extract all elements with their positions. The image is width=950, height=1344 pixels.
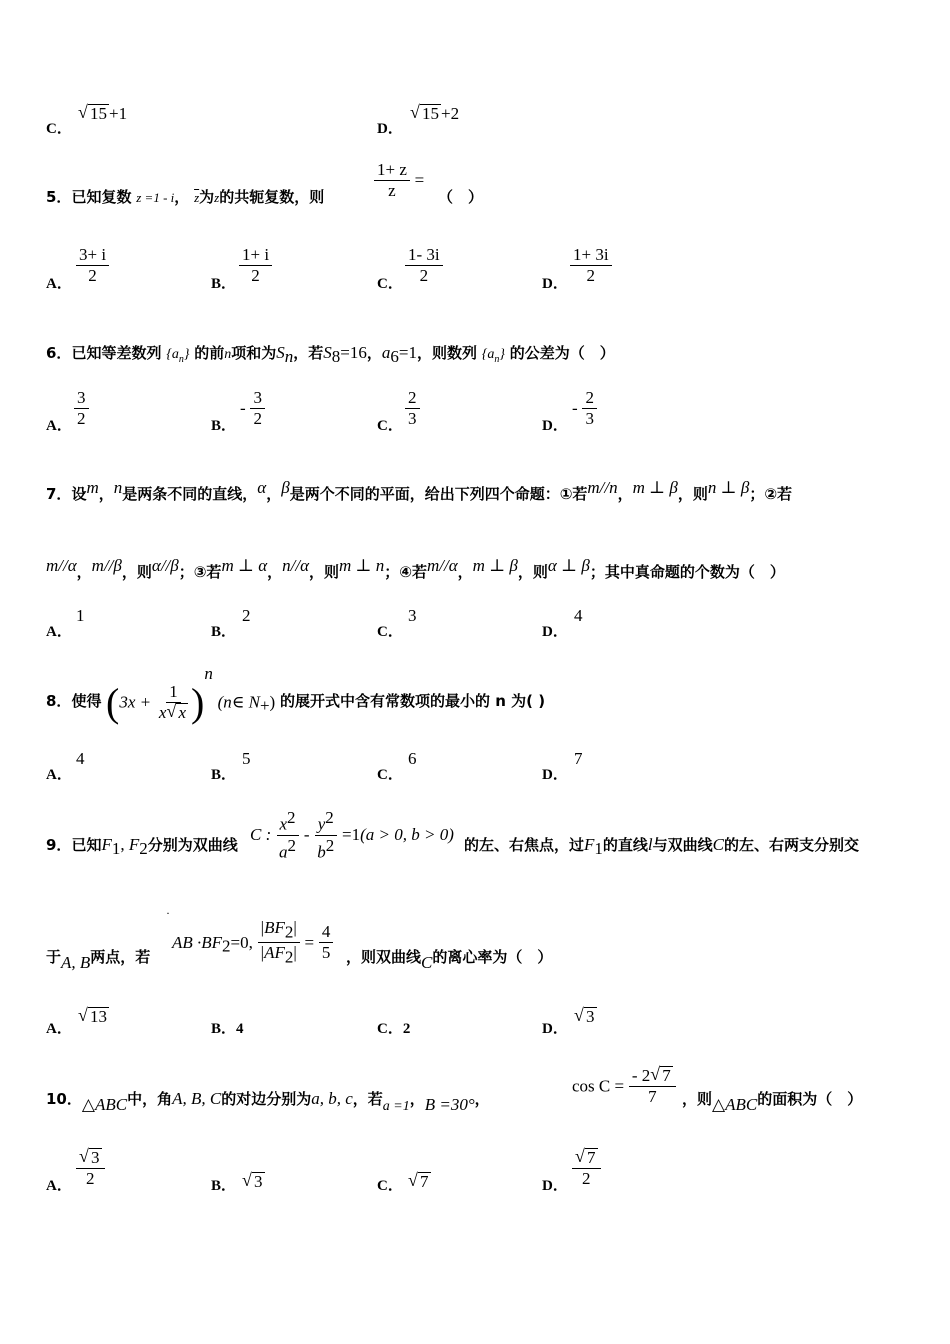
q10-option-c: √ 7 bbox=[408, 1170, 429, 1191]
q7-stem-line2: m//α，m//β，则α//β；③若m ⊥ α，n//α，则m ⊥ n；④若m//α，m ⊥ β，则α ⊥ β；其中真命题的个数为（ ） bbox=[46, 556, 785, 581]
q9-vector-dot: · bbox=[166, 906, 170, 920]
q9-stem-line2-tail: ，则双曲线C的离心率为（ ） bbox=[346, 948, 553, 972]
q5-option-d-label: D． bbox=[542, 276, 568, 292]
q9-option-d-label: D． bbox=[542, 1021, 568, 1037]
q6-option-d: - $\frac{2}{3}$ bbox=[572, 388, 597, 429]
q10-option-d: √ 7 2 bbox=[572, 1148, 601, 1189]
q7-option-a: 1 bbox=[76, 606, 85, 625]
q8-option-a: 4 bbox=[76, 749, 85, 768]
q9-hyperbola: C : $\frac{x^2}{a^2}$ - $\frac{y^2}{b^2}$ =1(a > 0, b > 0) bbox=[250, 808, 454, 862]
q5-paren: （ ） bbox=[438, 188, 484, 206]
q10-option-c-label: C． bbox=[377, 1178, 403, 1194]
q5-fraction: $\frac{1+ z}{z}$ = bbox=[374, 160, 424, 201]
q6-option-a-label: A． bbox=[46, 418, 72, 434]
q4-option-c-label: C． bbox=[46, 121, 72, 137]
q8-option-a-label: A． bbox=[46, 767, 72, 783]
q5-option-a: $\frac{3+ i}{2}$ bbox=[76, 245, 109, 286]
q7-option-b: 2 bbox=[242, 606, 251, 625]
q4-option-d-label: D． bbox=[377, 121, 403, 137]
q5-option-b-label: B． bbox=[211, 276, 237, 292]
q6-option-d-label: D． bbox=[542, 418, 568, 434]
q9-option-b-label: B．4 bbox=[211, 1021, 244, 1037]
q8-option-c-label: C． bbox=[377, 767, 403, 783]
q9-stem-line2: 于A, B两点，若 bbox=[46, 948, 151, 972]
q4-option-c: √ 15 +1 bbox=[78, 102, 128, 123]
q9-option-a-label: A． bbox=[46, 1021, 72, 1037]
q8-expression: (3x + 1 x √ x )$^n$ (n∈ $N_+$) bbox=[106, 664, 276, 725]
q10-option-a: √ 3 2 bbox=[76, 1148, 105, 1189]
q6-option-a: $\frac{3}{2}$ bbox=[74, 388, 89, 429]
q7-option-d-label: D． bbox=[542, 624, 568, 640]
q8-option-b-label: B． bbox=[211, 767, 237, 783]
q8-option-d-label: D． bbox=[542, 767, 568, 783]
q6-option-b-label: B． bbox=[211, 418, 237, 434]
q6-option-c: $\frac{2}{3}$ bbox=[405, 388, 420, 429]
q7-option-b-label: B． bbox=[211, 624, 237, 640]
q5-option-c-label: C． bbox=[377, 276, 403, 292]
q6-option-c-label: C． bbox=[377, 418, 403, 434]
q10-stem: 10．△ABC中，角A, B, C的对边分别为a, b, c，若a =1，B =30°， bbox=[46, 1089, 490, 1114]
q9-stem-line1: 9．已知$F_1$, $F_2$分别为双曲线 bbox=[46, 835, 238, 858]
q9-option-d: √ 3 bbox=[574, 1005, 595, 1026]
q10-cosine: cos C = - 2 √ 7 7 bbox=[572, 1066, 676, 1107]
q8-option-b: 5 bbox=[242, 749, 251, 768]
q10-stem-tail: ，则△ABC的面积为（ ） bbox=[682, 1090, 863, 1114]
q8-stem: 8．使得 bbox=[46, 692, 102, 710]
q10-option-a-label: A． bbox=[46, 1178, 72, 1194]
q9-option-c-label: C．2 bbox=[377, 1021, 411, 1037]
q7-option-c: 3 bbox=[408, 606, 417, 625]
q8-option-d: 7 bbox=[574, 749, 583, 768]
q10-option-b-label: B． bbox=[211, 1178, 237, 1194]
q8-option-c: 6 bbox=[408, 749, 417, 768]
q10-option-d-label: D． bbox=[542, 1178, 568, 1194]
q5-option-d: $\frac{1+ 3i}{2}$ bbox=[570, 245, 612, 286]
q7-stem-line1: 7．设m，n是两条不同的直线，α，β是两个不同的平面，给出下列四个命题：①若m//n，m ⊥ β，则n ⊥ β；②若 bbox=[46, 478, 793, 503]
q6-stem: 6．已知等差数列 $\{a_n\}$ 的前n项和为$S_n$，若$S_8=16$，$a_6=1$，则数列 $\{a_n\}$ 的公差为（ ） bbox=[46, 343, 615, 366]
q9-stem-line1-tail: 的左、右焦点，过$F_1$的直线l与双曲线C的左、右两支分别交 bbox=[464, 835, 860, 858]
q8-stem-tail: 的展开式中含有常数项的最小的 n 为( ) bbox=[280, 692, 546, 710]
q5-option-b: $\frac{1+ i}{2}$ bbox=[239, 245, 272, 286]
q7-option-c-label: C． bbox=[377, 624, 403, 640]
q9-condition: AB $\cdot BF_2=0$, $\frac{|BF_2|}{|AF_2|}$ = $\frac{4}{5}$ bbox=[172, 918, 333, 968]
q5-option-a-label: A． bbox=[46, 276, 72, 292]
q5-option-c: $\frac{1- 3i}{2}$ bbox=[405, 245, 443, 286]
q7-option-d: 4 bbox=[574, 606, 583, 625]
q10-option-b: √ 3 bbox=[242, 1170, 263, 1191]
q5-stem: 5．已知复数 z =1 - i， $\overline{z}$为z的共轭复数，则 bbox=[46, 188, 325, 206]
q9-option-a: √ 13 bbox=[78, 1005, 107, 1026]
q6-option-b: - $\frac{3}{2}$ bbox=[240, 388, 265, 429]
q7-option-a-label: A． bbox=[46, 624, 72, 640]
q4-option-d: √ 15 +2 bbox=[410, 102, 460, 123]
